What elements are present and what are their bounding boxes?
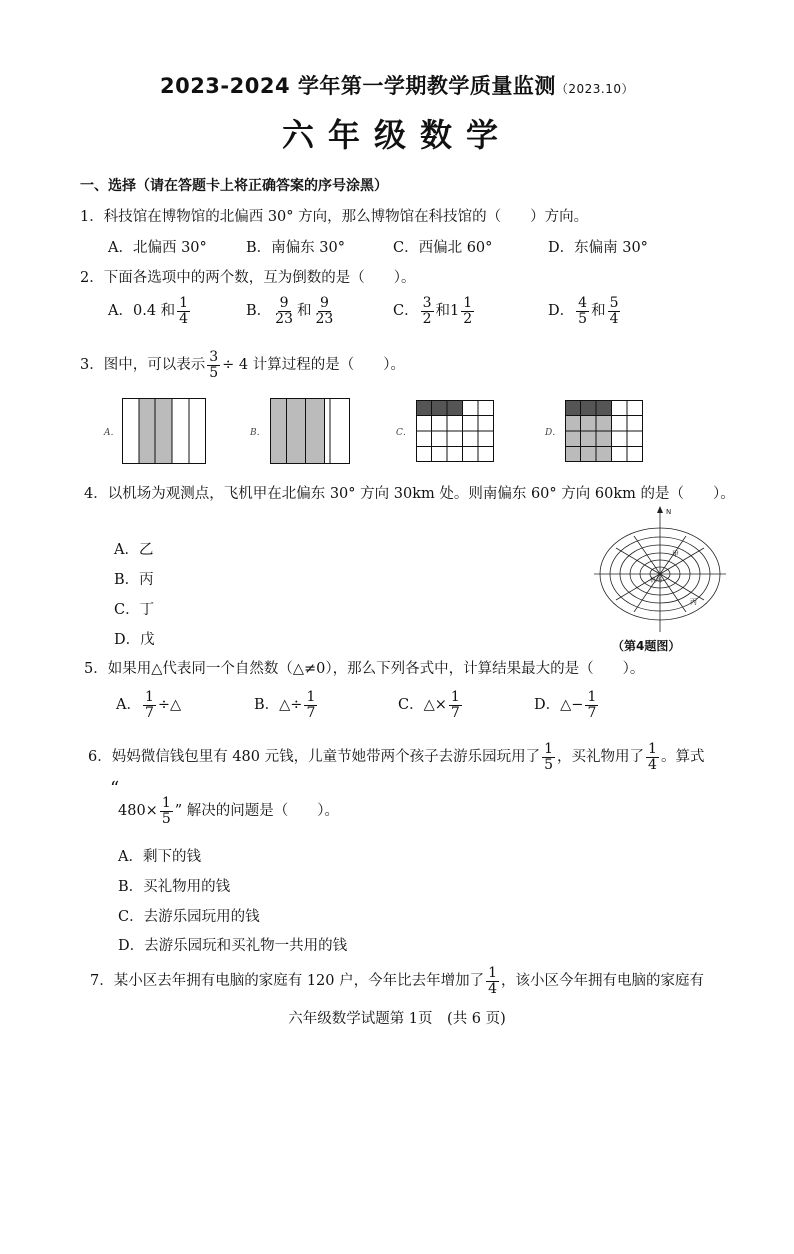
question-4-text: 4．以机场为观测点，飞机甲在北偏东 30° 方向 30km 处。则南偏东 60° 方向 60km 的是（ ）。 — [84, 486, 735, 502]
q5a-fraction — [143, 690, 156, 720]
q6-open-quote: “ — [110, 778, 120, 799]
question-1-text: 1．科技馆在博物馆的北偏西 30° 方向，那么博物馆在科技馆的（ ）方向。 — [80, 209, 589, 225]
q5d-fraction — [585, 690, 598, 720]
q2-option-b — [246, 296, 337, 326]
q2a-den: 4 — [179, 310, 189, 327]
exam-title — [0, 70, 794, 100]
q4-figure-caption: （第4题图） — [612, 639, 681, 653]
question-2-text: 2．下面各选项中的两个数，互为倒数的是（ ）。 — [80, 270, 416, 286]
q6-line2-post: ” 解决的问题是（ ）。 — [174, 803, 340, 820]
q6-line2-pre: 480× — [118, 803, 158, 820]
question-6-line2 — [118, 796, 339, 826]
q7-fraction — [486, 966, 499, 996]
q2b-num2: 9 — [319, 295, 329, 311]
q1-option-d: D．东偏南 30° — [548, 240, 648, 256]
q2d-label: D． — [548, 303, 575, 320]
q4-fig-center-label: 机场 — [650, 577, 663, 584]
q4-option-a: A．乙 — [114, 542, 154, 558]
q7-pre: 7．某小区去年拥有电脑的家庭有 120 户，今年比去年增加了 — [90, 973, 485, 990]
q6-post: 。算式 — [660, 749, 705, 766]
q4-polar-figure — [594, 504, 728, 634]
q4-option-d: D．戊 — [114, 632, 155, 648]
page-footer: 六年级数学试题第 1页 (共 6 页) — [288, 1011, 506, 1027]
exam-date: （2023.10） — [555, 82, 635, 96]
q2b-fraction-1 — [273, 296, 295, 326]
q2a-fraction — [177, 296, 190, 326]
q2b-den2: 23 — [315, 310, 334, 327]
q3-fig-label-b: B． — [250, 428, 266, 438]
q5b-num: 1 — [306, 689, 316, 705]
q3-fraction — [207, 350, 220, 380]
q6-fraction-2 — [646, 742, 659, 772]
q1-option-a: A．北偏西 30° — [108, 240, 207, 256]
q2d-den2: 4 — [609, 310, 619, 327]
q5a-num: 1 — [144, 689, 154, 705]
q6-den3: 5 — [161, 810, 171, 827]
q5d-label: D． — [534, 697, 561, 714]
q2b-num1: 9 — [279, 295, 289, 311]
q6-option-b: B．买礼物用的钱 — [118, 879, 231, 895]
q6-mid: ，买礼物用了 — [557, 749, 645, 766]
q2d-num1: 4 — [578, 295, 588, 311]
q6-num2: 1 — [648, 741, 657, 757]
q2a-num: 1 — [179, 295, 189, 311]
q3-num: 3 — [209, 349, 219, 365]
q2d-fraction-1 — [576, 296, 589, 326]
question-3-text — [80, 350, 405, 380]
q2c-whole: 1 — [450, 303, 460, 320]
q2b-den1: 23 — [275, 310, 293, 327]
q2-option-c — [393, 296, 476, 326]
q5-option-d — [534, 690, 600, 720]
q5-option-b — [254, 690, 319, 720]
q4-fig-bing-label: 丙 — [690, 598, 697, 606]
q3-fig-label-a: A． — [104, 428, 120, 438]
q6-num3: 1 — [161, 795, 171, 811]
q4-fig-jia-label: 甲 — [672, 550, 679, 558]
q5d-den: 7 — [587, 704, 597, 721]
q5c-fraction — [449, 690, 462, 720]
q2a-pre: 0.4 和 — [132, 303, 176, 320]
q2c-den1: 2 — [422, 310, 432, 327]
q4-option-c: C．丁 — [114, 602, 155, 618]
q5-option-a — [116, 690, 181, 720]
q2d-mid: 和 — [591, 303, 606, 320]
q6-fraction-1 — [542, 742, 555, 772]
q3-den: 5 — [209, 364, 219, 381]
exam-title-text: 2023-2024 学年第一学期教学质量监测 — [159, 74, 556, 98]
q2c-mid: 和 — [435, 303, 451, 320]
q2c-label: C． — [393, 303, 419, 320]
q5a-post: ÷△ — [157, 697, 182, 714]
question-5-text: 5．如果用△代表同一个自然数（△≠0），那么下列各式中，计算结果最大的是（ ）。 — [84, 661, 645, 677]
q2c-fraction-1 — [421, 296, 434, 326]
q5c-label: C． — [398, 697, 424, 714]
q5d-pre: △− — [560, 697, 584, 714]
q5c-den: 7 — [450, 704, 460, 721]
q2b-fraction-2 — [313, 296, 335, 326]
q5a-label: A． — [116, 697, 141, 714]
q5c-pre: △× — [423, 697, 447, 714]
q7-post: ，该小区今年拥有电脑的家庭有 — [501, 973, 705, 990]
q3-figure-a — [122, 398, 206, 464]
q7-den: 4 — [488, 980, 498, 997]
q2-option-a — [108, 296, 192, 326]
q5b-pre: △÷ — [279, 697, 303, 714]
q3-figure-b — [270, 398, 350, 464]
q6-den2: 4 — [648, 756, 657, 773]
q5b-label: B． — [254, 697, 280, 714]
question-7-text — [90, 966, 704, 996]
exam-subtitle: 六年级数学 — [281, 116, 512, 154]
q3-pre: 3．图中，可以表示 — [80, 357, 206, 374]
q3-post: ÷ 4 计算过程的是（ ）。 — [222, 357, 405, 374]
q7-num: 1 — [488, 965, 498, 981]
q4-fig-north-label: N — [666, 508, 672, 516]
q2b-mid: 和 — [296, 303, 312, 320]
q6-option-c: C．去游乐园玩用的钱 — [118, 909, 260, 925]
section-heading: 一、选择（请在答题卡上将正确答案的序号涂黑） — [80, 178, 388, 194]
q1-option-b: B．南偏东 30° — [246, 240, 345, 256]
q6-den1: 5 — [544, 756, 554, 773]
q2-option-d — [548, 296, 622, 326]
q2d-num2: 5 — [609, 295, 619, 311]
q2c-fraction-2 — [461, 296, 474, 326]
q6-option-d: D．去游乐园玩和买礼物一共用的钱 — [118, 938, 348, 954]
q2c-den2: 2 — [463, 310, 473, 327]
q3-figure-d — [565, 400, 643, 462]
q5b-den: 7 — [306, 704, 316, 721]
q4-option-b: B．丙 — [114, 572, 154, 588]
q5c-num: 1 — [450, 689, 460, 705]
q3-fig-label-d: D． — [545, 428, 562, 438]
q1-option-c: C．西偏北 60° — [393, 240, 493, 256]
q2d-den1: 5 — [578, 310, 588, 327]
q3-figure-c — [416, 400, 494, 462]
q2a-label: A． — [108, 303, 133, 320]
q3-fig-label-c: C． — [396, 428, 412, 438]
north-arrow-icon — [657, 506, 663, 513]
q5-option-c — [398, 690, 464, 720]
q6-pre: 6．妈妈微信钱包里有 480 元钱，儿童节她带两个孩子去游乐园玩用了 — [88, 749, 541, 766]
q2c-num2: 1 — [463, 295, 473, 311]
q6-option-a: A．剩下的钱 — [118, 849, 201, 865]
q5b-fraction — [304, 690, 317, 720]
question-6-line1 — [88, 742, 704, 772]
q2b-label: B． — [246, 303, 272, 320]
q2d-fraction-2 — [608, 296, 621, 326]
q5a-den: 7 — [144, 704, 154, 721]
q2c-num1: 3 — [422, 295, 432, 311]
q6-num1: 1 — [544, 741, 554, 757]
q6-fraction-3 — [160, 796, 173, 826]
q5d-num: 1 — [587, 689, 597, 705]
